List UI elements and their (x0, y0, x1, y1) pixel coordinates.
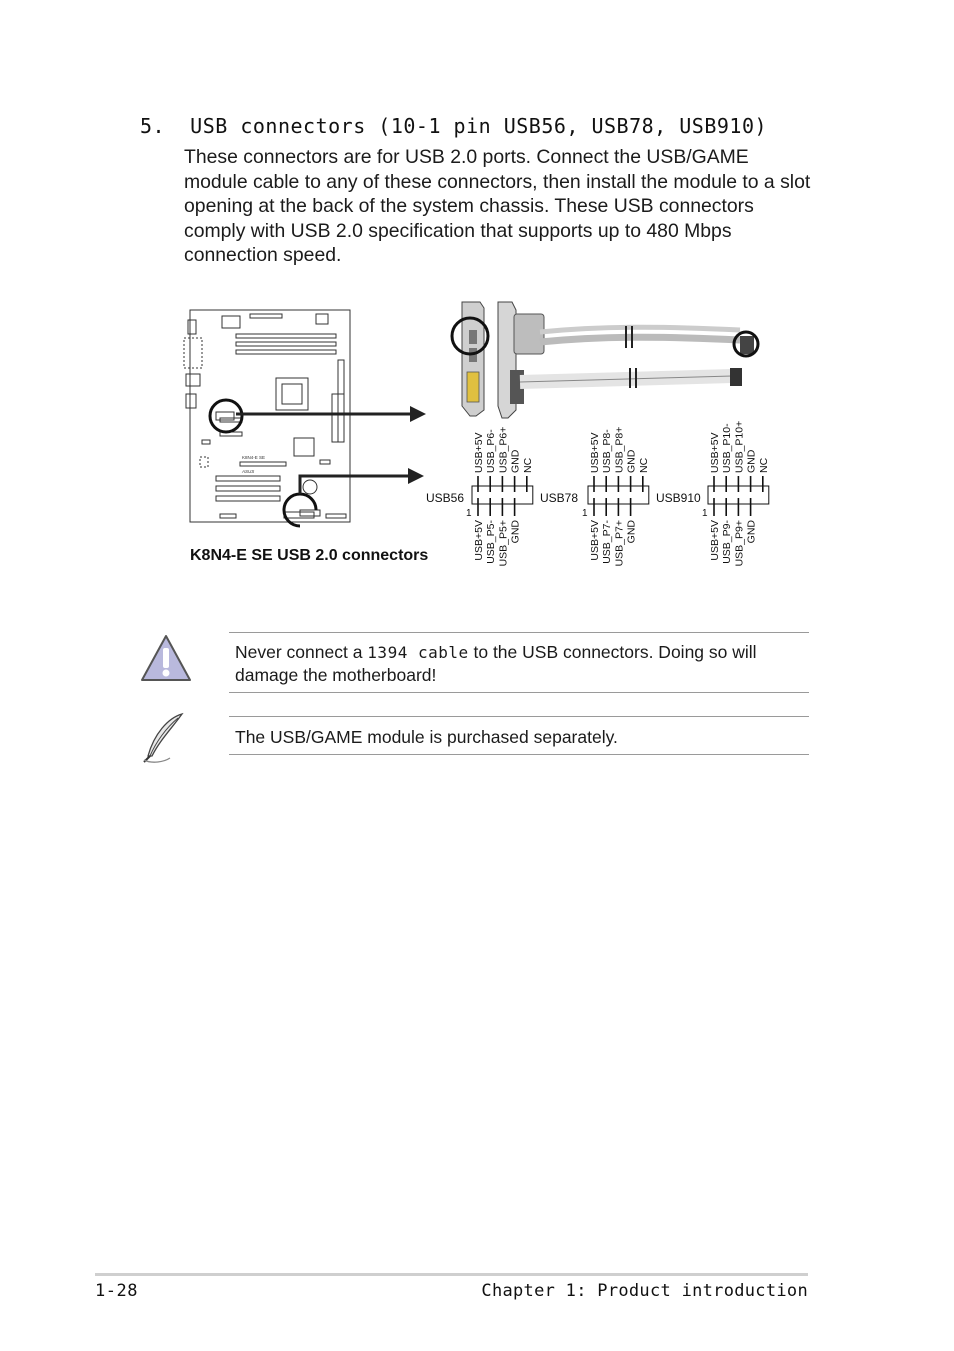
top-pin-label: USB+5V (473, 432, 485, 473)
usb-game-module-bracket (452, 302, 758, 418)
board-model-label: K8N4-E SE (242, 455, 266, 460)
top-pin-label: USB_P6- (485, 429, 498, 473)
top-pin-label: NC (521, 457, 534, 473)
bottom-pin-label: USB_P5- (485, 520, 498, 564)
warning-text (235, 641, 795, 686)
bottom-pin-label: GND (625, 520, 638, 544)
page-number: 1-28 (95, 1281, 138, 1301)
usb-location-highlight-1 (210, 400, 242, 432)
warning-prefix: Never connect a (235, 642, 368, 662)
warning-code: 1394 cable (367, 643, 469, 662)
warning-top-rule (229, 632, 809, 633)
pin1-marker: 1 (582, 508, 588, 519)
info-top-rule (229, 716, 809, 717)
warning-icon (138, 632, 194, 686)
bottom-pin-label: USB_P7+ (613, 520, 626, 567)
usb-figure-svg (180, 290, 820, 590)
pin-header-diagrams (426, 421, 770, 567)
connector-name: USB56 (426, 491, 465, 505)
connector-name: USB910 (656, 491, 701, 505)
feather-icon (138, 710, 188, 766)
top-pin-label: GND (745, 449, 758, 473)
bottom-pin-label: GND (509, 520, 522, 544)
connector-usb910 (656, 421, 770, 567)
bottom-pin-label: USB_P5+ (497, 520, 510, 567)
pin1-marker: 1 (702, 508, 708, 519)
top-pin-label: USB_P6+ (497, 426, 510, 473)
bottom-pin-label: USB_P9- (721, 520, 734, 564)
top-pin-label: GND (625, 449, 638, 473)
warning-bottom-rule (229, 692, 809, 693)
info-bottom-rule (229, 754, 809, 755)
connector-usb78 (540, 427, 650, 567)
top-pin-label: NC (757, 457, 770, 473)
figure-caption: K8N4-E SE USB 2.0 connectors (190, 547, 429, 564)
top-pin-label: USB_P8- (601, 429, 614, 473)
top-pin-label: USB+5V (589, 432, 601, 473)
bottom-pin-label: GND (745, 520, 758, 544)
bottom-pin-label: USB_P9+ (733, 520, 746, 567)
usb-connectors-figure (180, 290, 820, 590)
bottom-pin-label: USB+5V (473, 520, 485, 561)
top-pin-label: USB+5V (709, 432, 721, 473)
top-pin-label: USB_P10- (721, 423, 734, 473)
section-body: These connectors are for USB 2.0 ports. Connect the USB/GAME module cable to any of these connectors, then install the module to a slot opening at the back of the system chassis. These USB connectors comply with USB 2.0 specification that supports up to 480 Mbps connection speed. (184, 146, 811, 266)
warning-suffix: to the USB connectors. Doing so will damage the motherboard! (235, 642, 757, 685)
section-title: 5. USB connectors (10-1 pin USB56, USB78, USB910) (140, 114, 768, 138)
connector-usb56 (426, 427, 534, 567)
top-pin-label: USB_P8+ (613, 426, 626, 473)
bottom-pin-label: USB_P7- (601, 520, 614, 564)
top-pin-label: GND (509, 449, 522, 473)
bottom-pin-label: USB+5V (709, 520, 721, 561)
chapter-title: Chapter 1: Product introduction (481, 1281, 808, 1301)
connector-name: USB78 (540, 491, 579, 505)
pin1-marker: 1 (466, 508, 472, 519)
top-pin-label: USB_P10+ (733, 420, 746, 473)
board-logo: ASUS (242, 469, 255, 474)
footer-rule (95, 1273, 808, 1276)
info-text: The USB/GAME module is purchased separately. (235, 727, 618, 747)
top-pin-label: NC (637, 457, 650, 473)
bottom-pin-label: USB+5V (589, 520, 601, 561)
